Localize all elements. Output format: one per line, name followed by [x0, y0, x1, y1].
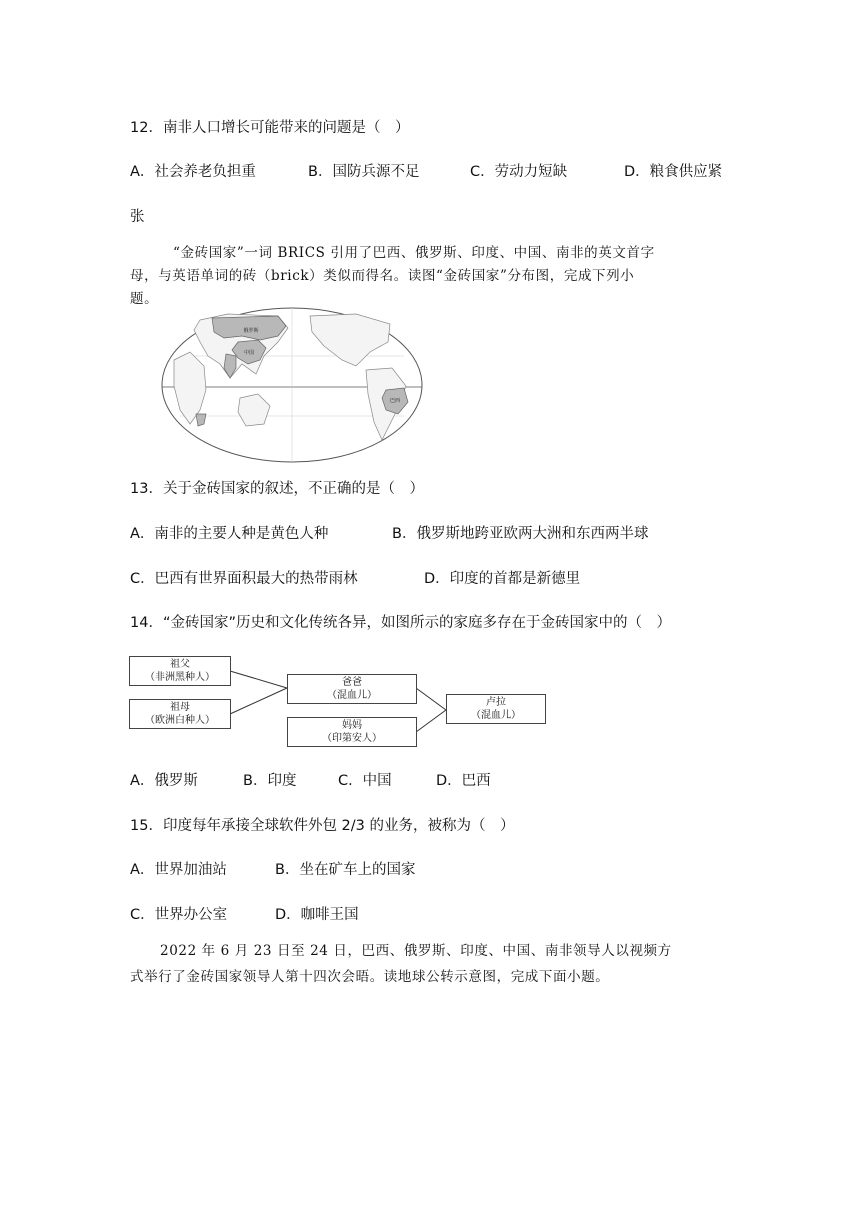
q12-option-d: D．粮食供应紧 [624, 164, 723, 180]
q15-option-b: B．坐在矿车上的国家 [275, 862, 416, 878]
mother-race: （印第安人） [322, 733, 382, 744]
child-box [446, 694, 546, 724]
q12-option-a: A．社会养老负担重 [130, 164, 256, 180]
mother-box [287, 717, 417, 747]
q12-stem: 12．南非人口增长可能带来的问题是（ ） [130, 120, 410, 136]
father-box [287, 674, 417, 704]
grandmother-box [129, 699, 231, 729]
q14-option-c: C．中国 [338, 773, 392, 789]
intro2-line1: 2022 年 6 月 23 日至 24 日，巴西、俄罗斯、印度、中国、南非领导人以视频方 [160, 943, 672, 959]
brics-world-map [160, 306, 424, 464]
family-diagram [129, 654, 549, 750]
map-label-brazil: 巴西 [389, 398, 401, 404]
child-title: 卢拉 [486, 697, 506, 708]
q14-option-b: B．印度 [243, 773, 297, 789]
map-label-russia: 俄罗斯 [243, 328, 259, 334]
q13-stem: 13．关于金砖国家的叙述，不正确的是（ ） [130, 481, 424, 497]
intro1-line3: 题。 [130, 291, 159, 307]
map-label-china: 中国 [243, 350, 255, 356]
grandfather-title: 祖父 [170, 659, 190, 670]
q13-option-c: C．巴西有世界面积最大的热带雨林 [130, 571, 358, 587]
q15-stem: 15．印度每年承接全球软件外包 2/3 的业务，被称为（ ） [130, 818, 515, 834]
grandmother-race: （欧洲白种人） [145, 715, 215, 726]
q15-option-d: D．咖啡王国 [275, 907, 359, 923]
q13-option-d: D．印度的首都是新德里 [424, 571, 581, 587]
grandmother-title: 祖母 [170, 702, 190, 713]
mother-title: 妈妈 [342, 720, 362, 731]
q15-option-c: C．世界办公室 [130, 907, 228, 923]
q14-option-a: A．俄罗斯 [130, 773, 198, 789]
intro2-line2: 式举行了金砖国家领导人第十四次会晤。读地球公转示意图，完成下面小题。 [130, 969, 610, 985]
q12-option-b: B．国防兵源不足 [308, 164, 420, 180]
child-race: （混血儿） [471, 710, 521, 721]
grandfather-box [129, 656, 231, 686]
intro1-line1: “金砖国家”一词 BRICS 引用了巴西、俄罗斯、印度、中国、南非的英文首字 [173, 245, 655, 261]
father-race: （混血儿） [327, 690, 377, 701]
q14-stem: 14．“金砖国家”历史和文化传统各异，如图所示的家庭多存在于金砖国家中的（ ） [130, 615, 671, 631]
q15-option-a: A．世界加油站 [130, 862, 227, 878]
q13-option-b: B．俄罗斯地跨亚欧两大洲和东西两半球 [392, 526, 649, 542]
q14-option-d: D．巴西 [436, 773, 491, 789]
father-title: 爸爸 [342, 677, 362, 688]
q12-option-d-wrap: 张 [130, 209, 145, 225]
intro1-line2: 母，与英语单词的砖（brick）类似而得名。读图“金砖国家”分布图，完成下列小 [130, 268, 635, 284]
q12-option-c: C．劳动力短缺 [470, 164, 568, 180]
q13-option-a: A．南非的主要人种是黄色人种 [130, 526, 329, 542]
grandfather-race: （非洲黑种人） [145, 672, 215, 683]
